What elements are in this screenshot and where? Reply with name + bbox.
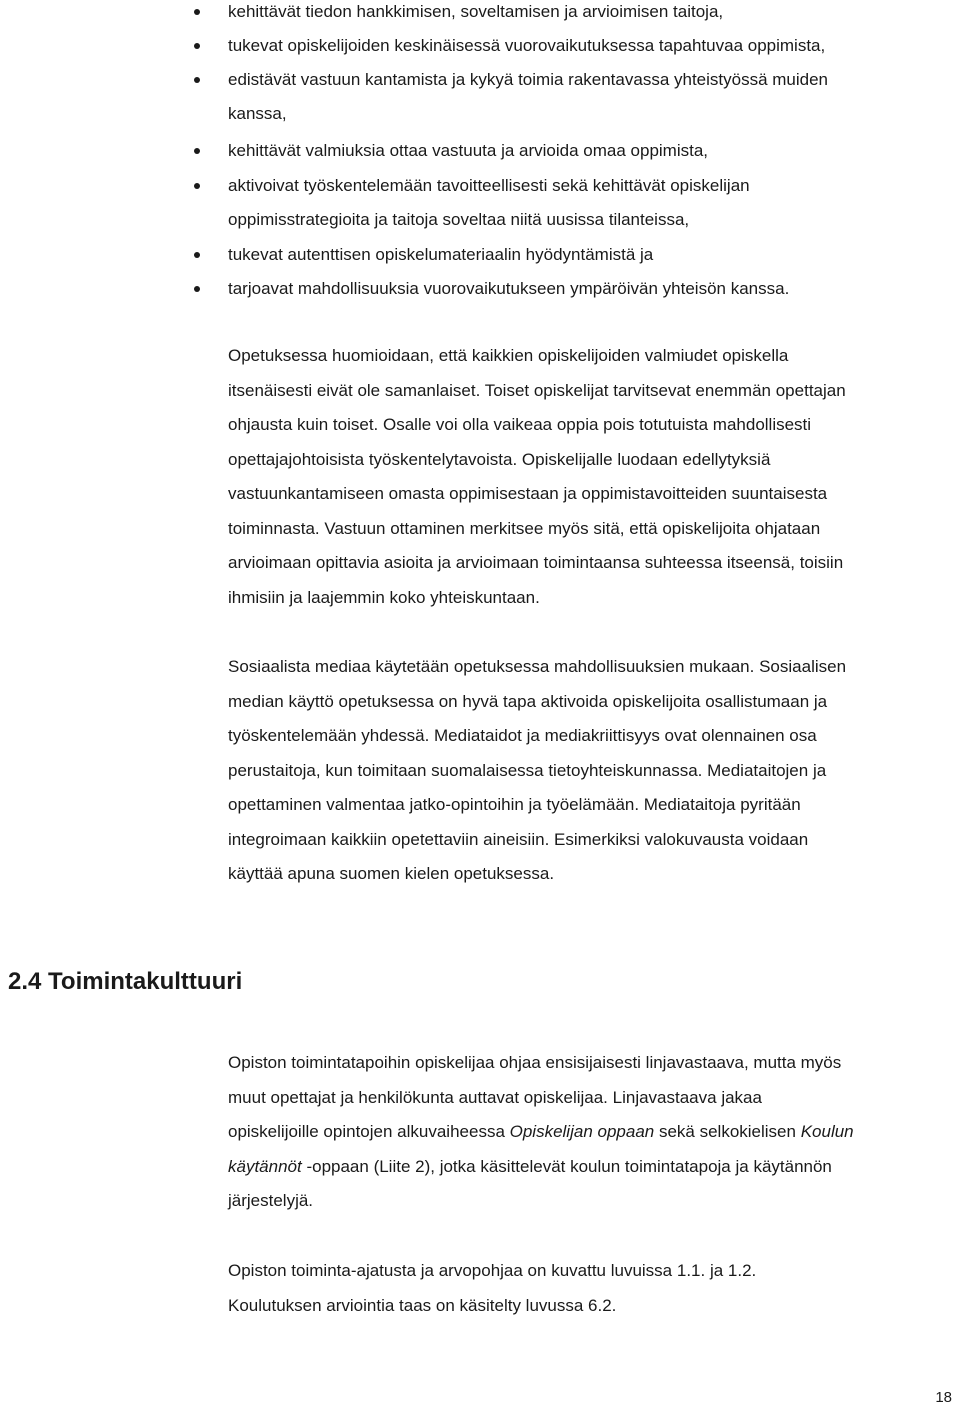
guide-title-opiskelijan-opas: Opiskelijan oppaan bbox=[509, 1122, 655, 1141]
bullet-marker bbox=[194, 9, 200, 15]
bullet-marker bbox=[194, 77, 200, 83]
paragraph-line: järjestelyjä. bbox=[228, 1191, 314, 1210]
paragraph-learning-support bbox=[228, 339, 953, 615]
paragraph-line: Sosiaalista mediaa käytetään opetuksessa mahdollisuuksien mukaan. Sosiaalisen bbox=[228, 657, 847, 676]
paragraph-operating-culture bbox=[228, 1046, 953, 1219]
paragraph-line: työskentelemään yhdessä. Mediataidot ja mediakriittisyys ovat olennainen osa bbox=[228, 726, 817, 745]
paragraph-text: opiskelijoille opintojen alkuvaiheessa bbox=[228, 1122, 510, 1141]
paragraph-line: vastuunkantamiseen omasta oppimisestaan ja oppimistavoitteiden suuntaisesta bbox=[228, 484, 828, 503]
paragraph-line: käyttää apuna suomen kielen opetuksessa. bbox=[228, 864, 555, 883]
paragraph-line: toiminnasta. Vastuun ottaminen merkitsee myös sitä, että opiskelijoita ohjataan bbox=[228, 518, 821, 538]
paragraph-line: median käyttö opetuksessa on hyvä tapa aktivoida opiskelijoita osallistumaan ja bbox=[228, 691, 828, 711]
paragraph-line: itsenäisesti eivät ole samanlaiset. Toiset opiskelijat tarvitsevat enemmän opettajan bbox=[228, 380, 846, 400]
bullet-item: tukevat opiskelijoiden keskinäisessä vuorovaikutuksessa tapahtuvaa oppimista, bbox=[228, 36, 826, 55]
paragraph-line: ihmisiin ja laajemmin koko yhteiskuntaan. bbox=[228, 587, 540, 607]
paragraph-text: sekä selkokielisen bbox=[654, 1122, 801, 1141]
bullet-marker bbox=[194, 183, 200, 189]
bullet-item: edistävät vastuun kantamista ja kykyä toimia rakentavassa yhteistyössä muiden bbox=[228, 70, 829, 89]
paragraph-line bbox=[228, 1115, 953, 1150]
bullet-item-continuation: kanssa, bbox=[228, 104, 287, 123]
bullet-item: aktivoivat työskentelemään tavoitteellisesti sekä kehittävät opiskelijan bbox=[228, 176, 750, 195]
paragraph-social-media bbox=[228, 650, 953, 892]
bullet-item: kehittävät tiedon hankkimisen, soveltamisen ja arvioimisen taitoja, bbox=[228, 2, 724, 21]
paragraph-line: Koulutuksen arviointia taas on käsitelty luvussa 6.2. bbox=[228, 1295, 617, 1315]
bullet-item-continuation: oppimisstrategioita ja taitoja soveltaa niitä uusissa tilanteissa, bbox=[228, 210, 690, 229]
bullet-item: tukevat autenttisen opiskelumateriaalin hyödyntämistä ja bbox=[228, 245, 654, 264]
guide-title-koulun: Koulun bbox=[800, 1122, 854, 1141]
paragraph-line: opettajajohtoisista työskentelytavoista. Opiskelijalle luodaan edellytyksiä bbox=[228, 449, 771, 469]
paragraph-line: ohjausta kuin toiset. Osalle voi olla vaikeaa oppia pois totutuista mahdollisesti bbox=[228, 415, 812, 434]
page-number: 18 bbox=[935, 1389, 952, 1406]
bullet-marker bbox=[194, 43, 200, 49]
bullet-marker bbox=[194, 148, 200, 154]
paragraph-line: integroimaan kaikkiin opetettaviin aineisiin. Esimerkiksi valokuvausta voidaan bbox=[228, 829, 809, 849]
paragraph-line: perustaitoja, kun toimitaan suomalaisessa tietoyhteiskunnassa. Mediataitojen ja bbox=[228, 760, 827, 780]
paragraph-line: arvioimaan opittavia asioita ja arvioimaan toimintaansa suhteessa itseensä, toisiin bbox=[228, 553, 844, 572]
paragraph-references bbox=[228, 1254, 953, 1323]
paragraph-line: Opiston toimintatapoihin opiskelijaa ohjaa ensisijaisesti linjavastaava, mutta myös bbox=[228, 1053, 842, 1072]
paragraph-line: Opiston toiminta-ajatusta ja arvopohjaa on kuvattu luvuissa 1.1. ja 1.2. bbox=[228, 1261, 757, 1280]
paragraph-line: muut opettajat ja henkilökunta auttavat opiskelijaa. Linjavastaava jakaa bbox=[228, 1087, 762, 1107]
paragraph-text: -oppaan (Liite 2), jotka käsittelevät koulun toimintatapoja ja käytännön bbox=[301, 1156, 832, 1176]
paragraph-line bbox=[228, 1150, 953, 1185]
paragraph-line: Opetuksessa huomioidaan, että kaikkien opiskelijoiden valmiudet opiskella bbox=[228, 346, 789, 365]
bullet-item: tarjoavat mahdollisuuksia vuorovaikutukseen ympäröivän yhteisön kanssa. bbox=[228, 279, 790, 298]
paragraph-line: opettaminen valmentaa jatko-opintoihin ja työelämään. Mediataitoja pyritään bbox=[228, 795, 801, 814]
guide-title-kaytannot: käytännöt bbox=[228, 1156, 302, 1176]
bullet-marker bbox=[194, 286, 200, 292]
section-heading: 2.4 Toimintakulttuuri bbox=[8, 968, 243, 995]
bullet-item: kehittävät valmiuksia ottaa vastuuta ja arvioida omaa oppimista, bbox=[228, 141, 709, 160]
bullet-marker bbox=[194, 252, 200, 258]
